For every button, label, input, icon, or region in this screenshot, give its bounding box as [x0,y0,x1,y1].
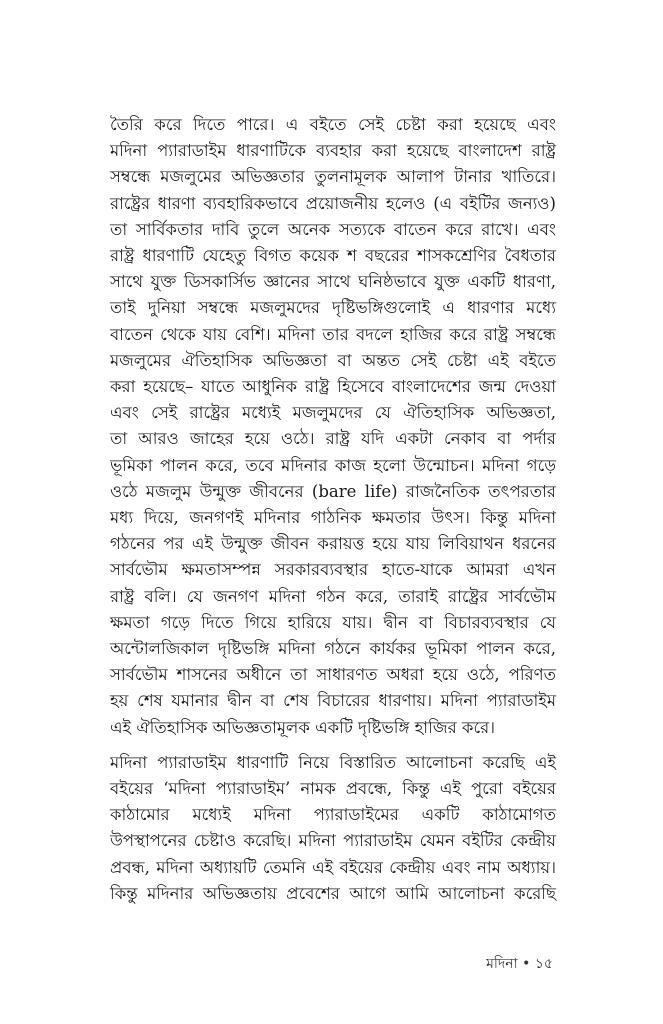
text-line: কিন্তু মদিনার অভিজ্ঞতায় প্রবেশের আগে আমি আলোচনা করেছি [110,883,556,903]
text-line: ক্ষমতা গড়ে দিতে গিয়ে হারিয়ে যায়। দ্বীন বা বিচারব্যবস্থার যে [110,612,556,632]
paragraph-2 [110,750,556,907]
text-line: ওঠে মজলুম উন্মুক্ত জীবনের (bare life) রাজনৈতিক তৎপরতার [110,481,556,501]
text-line: গঠনের পর এই উন্মুক্ত জীবন করায়ত্ত হয়ে যায় লিবিয়াথন ধরনের [110,534,556,554]
text-line: মদিনা প্যারাডাইম ধারণাটিকে ব্যবহার করা হয়েছে বাংলাদেশ রাষ্ট্র [110,141,556,161]
text-line: সার্বভৌম শাসনের অধীনে তা সাধারণত অধরা হয়ে ওঠে, পরিণত [110,665,556,685]
text-line: বাতেন থেকে যায় বেশি। মদিনা তার বদলে হাজির করে রাষ্ট্র সম্বন্ধে [110,324,556,344]
text-line: এবং সেই রাষ্ট্রের মধ্যেই মজলুমদের যে ঐতিহাসিক অভিজ্ঞতা, [110,403,556,423]
text-line: কাঠামোর মধ্যেই মদিনা প্যারাডাইমের একটি কাঠামোগত [110,805,556,825]
text-line: প্রবন্ধ, মদিনা অধ্যায়টি তেমনি এই বইয়ের কেন্দ্রীয় এবং নাম অধ্যায়। [110,857,556,877]
text-line: তাই দুনিয়া সম্বন্ধে মজলুমদের দৃষ্টিভঙ্গিগুলোই এ ধারণার মধ্যে [110,298,556,318]
body-text [110,112,556,907]
text-line: রাষ্ট্রের ধারণা ব্যবহারিকভাবে প্রয়োজনীয় হলেও (এ বইটির জন্যও) [110,193,556,213]
text-line: সম্বন্ধে মজলুমের অভিজ্ঞতার তুলনামূলক আলাপ টানার খাতিরে। [110,167,556,187]
text-line: তৈরি করে দিতে পারে। এ বইতে সেই চেষ্টা করা হয়েছে এবং [110,115,556,134]
text-line: সার্বভৌম ক্ষমতাসম্পন্ন সরকারব্যবস্থার হাতে-যাকে আমরা এখন [110,560,556,580]
text-line: বইয়ের ‘মদিনা প্যারাডাইম’ নামক প্রবন্ধে, কিন্তু এই পুরো বইয়ের [110,779,556,799]
text-line: মদিনা প্যারাডাইম ধারণাটি নিয়ে বিস্তারিত আলোচনা করেছি এই [110,752,556,772]
text-line: তা সার্বিকতার দাবি তুলে অনেক সত্যকে বাতেন করে রাখে। এবং [110,219,556,239]
page-number: ১৫ [534,956,553,972]
text-line: ভূমিকা পালন করে, তবে মদিনার কাজ হলো উন্মোচন। মদিনা গড়ে [110,455,556,475]
text-line: রাষ্ট্র ধারণাটি যেহেতু বিগত কয়েক শ বছরের শাসকশ্রেণির বৈধতার [110,246,556,266]
separator-dot: • [522,956,531,972]
text-line: সাথে যুক্ত ডিসকার্সিভ জ্ঞানের সাথে ঘনিষ্ঠভাবে যুক্ত একটি ধারণা, [110,272,556,292]
text-line: রাষ্ট্র বলি। যে জনগণ মদিনা গঠন করে, তারাই রাষ্ট্রের সার্বভৌম [110,586,556,606]
paragraph-1 [110,112,556,741]
text-line: হয় শেষ যমানার দ্বীন বা শেষ বিচারের ধারণায়। মদিনা প্যারাডাইম [110,691,556,711]
page-footer [486,952,553,976]
text-line: অন্টোলজিকাল দৃষ্টিভঙ্গি মদিনা গঠনে কার্যকর ভূমিকা পালন করে, [110,639,556,659]
text-line: তা আরও জাহের হয়ে ওঠে। রাষ্ট্র যদি একটা নেকাব বা পর্দার [110,429,556,449]
text-line: করা হয়েছে– যাতে আধুনিক রাষ্ট্র হিসেবে বাংলাদেশের জন্ম দেওয়া [110,377,556,397]
text-line: মধ্য দিয়ে, জনগণই মদিনার গাঠনিক ক্ষমতার উৎস। কিন্তু মদিনা [110,508,556,528]
text-line: উপস্থাপনের চেষ্টাও করেছি। মদিনা প্যারাডাইম যেমন বইটির কেন্দ্রীয় [110,831,556,851]
text-line: এই ঐতিহাসিক অভিজ্ঞতামূলক একটি দৃষ্টিভঙ্গি হাজির করে। [110,717,496,737]
running-title: মদিনা [486,956,518,972]
text-line: মজলুমের ঐতিহাসিক অভিজ্ঞতা বা অন্তত সেই চেষ্টা এই বইতে [110,350,556,370]
